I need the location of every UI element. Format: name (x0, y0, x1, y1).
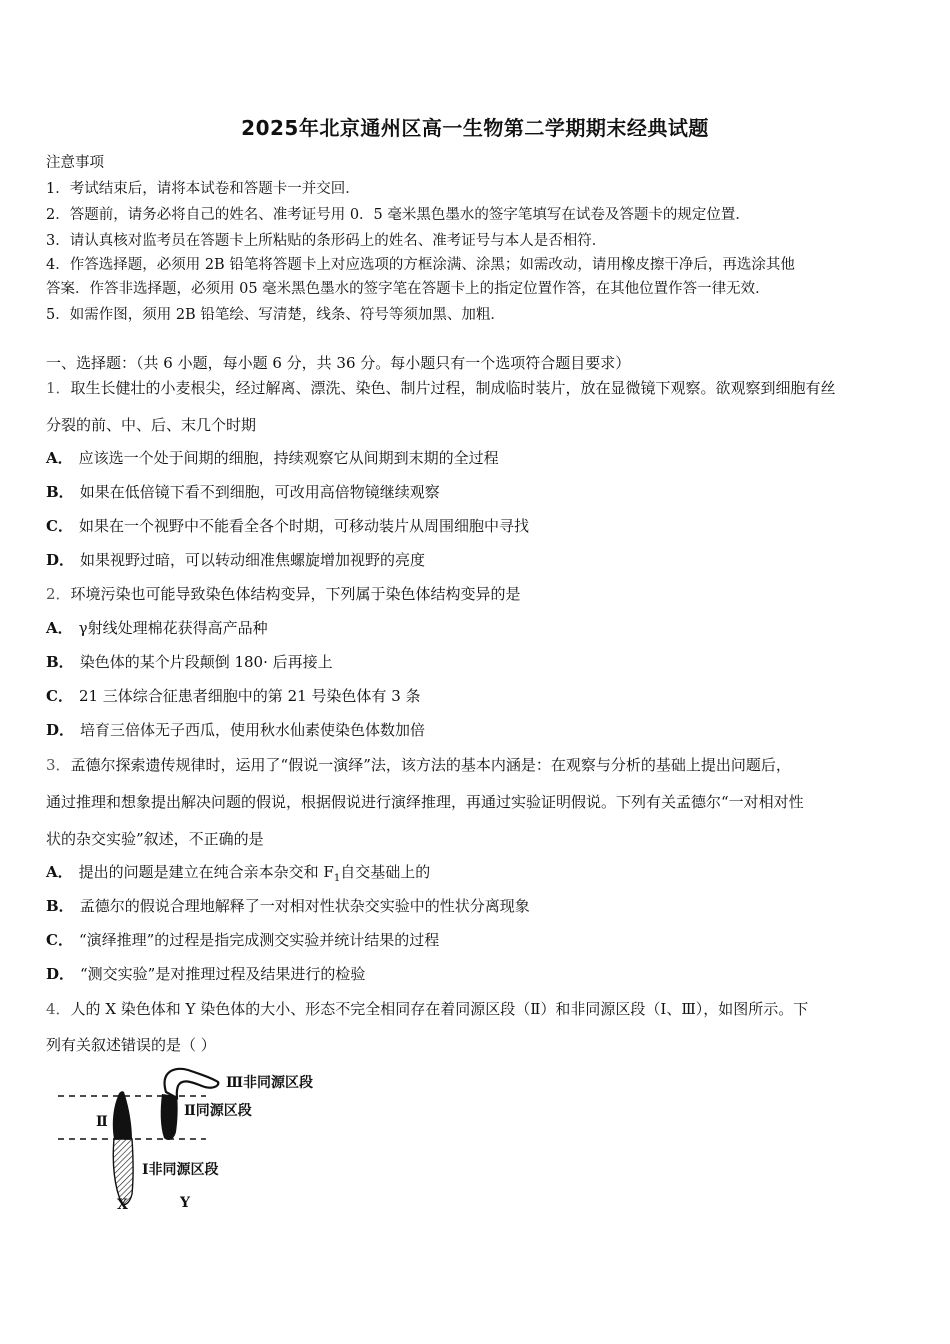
option-text: 如果在一个视野中不能看全各个时期，可移动装片从周围细胞中寻找 (78, 517, 529, 535)
option-text: γ射线处理棉花获得高产品种 (78, 619, 268, 637)
notice-heading: 注意事项 (46, 155, 104, 171)
chromosome-diagram (56, 1062, 356, 1222)
section-heading: 一、选择题：（共 6 小题，每小题 6 分，共 36 分。每小题只有一个选项符合题目要求） (46, 354, 631, 372)
option-label: D． (46, 965, 75, 983)
option-label: C． (46, 517, 73, 535)
option-label: B． (46, 653, 74, 671)
question-stem (46, 754, 791, 775)
label-y: Y (180, 1195, 190, 1211)
page-title: 2025年北京通州区高一生物第二学期期末经典试题 (241, 116, 709, 140)
stem-text: 分裂的前、中、后、末几个时期 (46, 416, 257, 434)
option-label: A． (46, 863, 73, 881)
option-text: “测交实验”是对推理过程及结果进行的检验 (80, 965, 366, 983)
notice-item: 答案．作答非选择题，必须用 05 毫米黑色墨水的签字笔在答题卡上的指定位置作答，在其他位置作答一律无效． (46, 281, 770, 297)
option-c (46, 515, 529, 536)
stem-text: 通过推理和想象提出解决问题的假说，根据假说进行演绎推理，再通过实验证明假说。下列有关孟德尔“一对相对性 (46, 793, 804, 811)
option-d (46, 719, 425, 740)
option-text: 21 三体综合征患者细胞中的第 21 号染色体有 3 条 (78, 687, 421, 705)
option-text: 染色体的某个片段颠倒 180· 后再接上 (79, 653, 333, 671)
option-text: 如果视野过暗，可以转动细准焦螺旋增加视野的亮度 (80, 551, 426, 569)
option-c (46, 685, 421, 706)
option-b (46, 651, 333, 672)
option-a (46, 861, 430, 884)
option-label: B． (46, 483, 74, 501)
question-stem (46, 583, 521, 604)
option-label: C． (46, 931, 73, 949)
option-subscript: 1 (333, 873, 341, 884)
x-chromosome-homologous (113, 1091, 132, 1139)
option-label: A． (46, 619, 73, 637)
option-label: D． (46, 551, 75, 569)
y-chromosome-nonhomologous (165, 1069, 219, 1098)
question-number: 2． (46, 585, 71, 603)
stem-text: 列有关叙述错误的是（ ） (46, 1036, 216, 1054)
label-ii: Ⅱ (96, 1114, 108, 1130)
option-d (46, 963, 365, 984)
stem-text: 取生长健壮的小麦根尖，经过解离、漂洗、染色、制片过程，制成临时装片，放在显微镜下观察。欲观察到细胞有丝 (70, 379, 836, 397)
option-text: 孟德尔的假说合理地解释了一对相对性状杂交实验中的性状分离现象 (79, 897, 530, 915)
option-b (46, 481, 440, 502)
stem-text: 孟德尔探索遗传规律时，运用了“假说一演绎”法，该方法的基本内涵是：在观察与分析的基础上提出问题后， (70, 756, 791, 774)
label-ii-homologous: Ⅱ同源区段 (184, 1103, 252, 1119)
notice-item: 5．如需作图，须用 2B 铅笔绘、写清楚，线条、符号等须加黑、加粗． (46, 307, 505, 323)
question-number: 1． (46, 379, 71, 397)
question-number: 3． (46, 756, 71, 774)
option-text: 应该选一个处于间期的细胞，持续观察它从间期到末期的全过程 (78, 449, 499, 467)
option-label: A． (46, 449, 73, 467)
option-text: “演绎推理”的过程是指完成测交实验并统计结果的过程 (78, 931, 440, 949)
option-text: 如果在低倍镜下看不到细胞，可改用高倍物镜继续观察 (79, 483, 440, 501)
option-a (46, 447, 499, 468)
option-d (46, 549, 425, 570)
option-text: 培育三倍体无子西瓜，使用秋水仙素使染色体数加倍 (80, 721, 426, 739)
option-label: D． (46, 721, 75, 739)
option-text: 提出的问题是建立在纯合亲本杂交和 F (78, 863, 334, 881)
label-i-nonhomologous: Ⅰ非同源区段 (142, 1162, 219, 1178)
question-stem (46, 377, 836, 398)
question-number: 4． (46, 1000, 71, 1018)
notice-item: 3．请认真核对监考员在答题卡上所粘贴的条形码上的姓名、准考证号与本人是否相符． (46, 233, 607, 249)
option-b (46, 895, 530, 916)
stem-text: 环境污染也可能导致染色体结构变异，下列属于染色体结构变异的是 (70, 585, 521, 603)
question-stem (46, 998, 808, 1019)
stem-text: 状的杂交实验”叙述，不正确的是 (46, 830, 264, 848)
option-label: B． (46, 897, 74, 915)
option-c (46, 929, 439, 950)
notice-item: 2．答题前，请务必将自己的姓名、准考证号用 0．5 毫米黑色墨水的签字笔填写在试卷及答题卡的规定位置． (46, 207, 750, 223)
option-label: C． (46, 687, 73, 705)
stem-text: 人的 X 染色体和 Y 染色体的大小、形态不完全相同存在着同源区段（Ⅱ）和非同源区段（Ⅰ、Ⅲ），如图所示。下 (70, 1000, 809, 1018)
y-chromosome-homologous (161, 1094, 178, 1140)
x-chromosome-nonhomologous (113, 1139, 133, 1205)
notice-item: 1．考试结束后，请将本试卷和答题卡一并交回． (46, 181, 360, 197)
label-x: X (117, 1197, 128, 1213)
option-a (46, 617, 268, 638)
label-iii-nonhomologous: Ⅲ非同源区段 (226, 1075, 314, 1091)
option-text: 自交基础上的 (340, 863, 431, 881)
chromosome-figure (56, 1062, 356, 1222)
notice-item: 4．作答选择题，必须用 2B 铅笔将答题卡上对应选项的方框涂满、涂黑；如需改动，请用橡皮擦干净后，再选涂其他 (46, 257, 795, 273)
